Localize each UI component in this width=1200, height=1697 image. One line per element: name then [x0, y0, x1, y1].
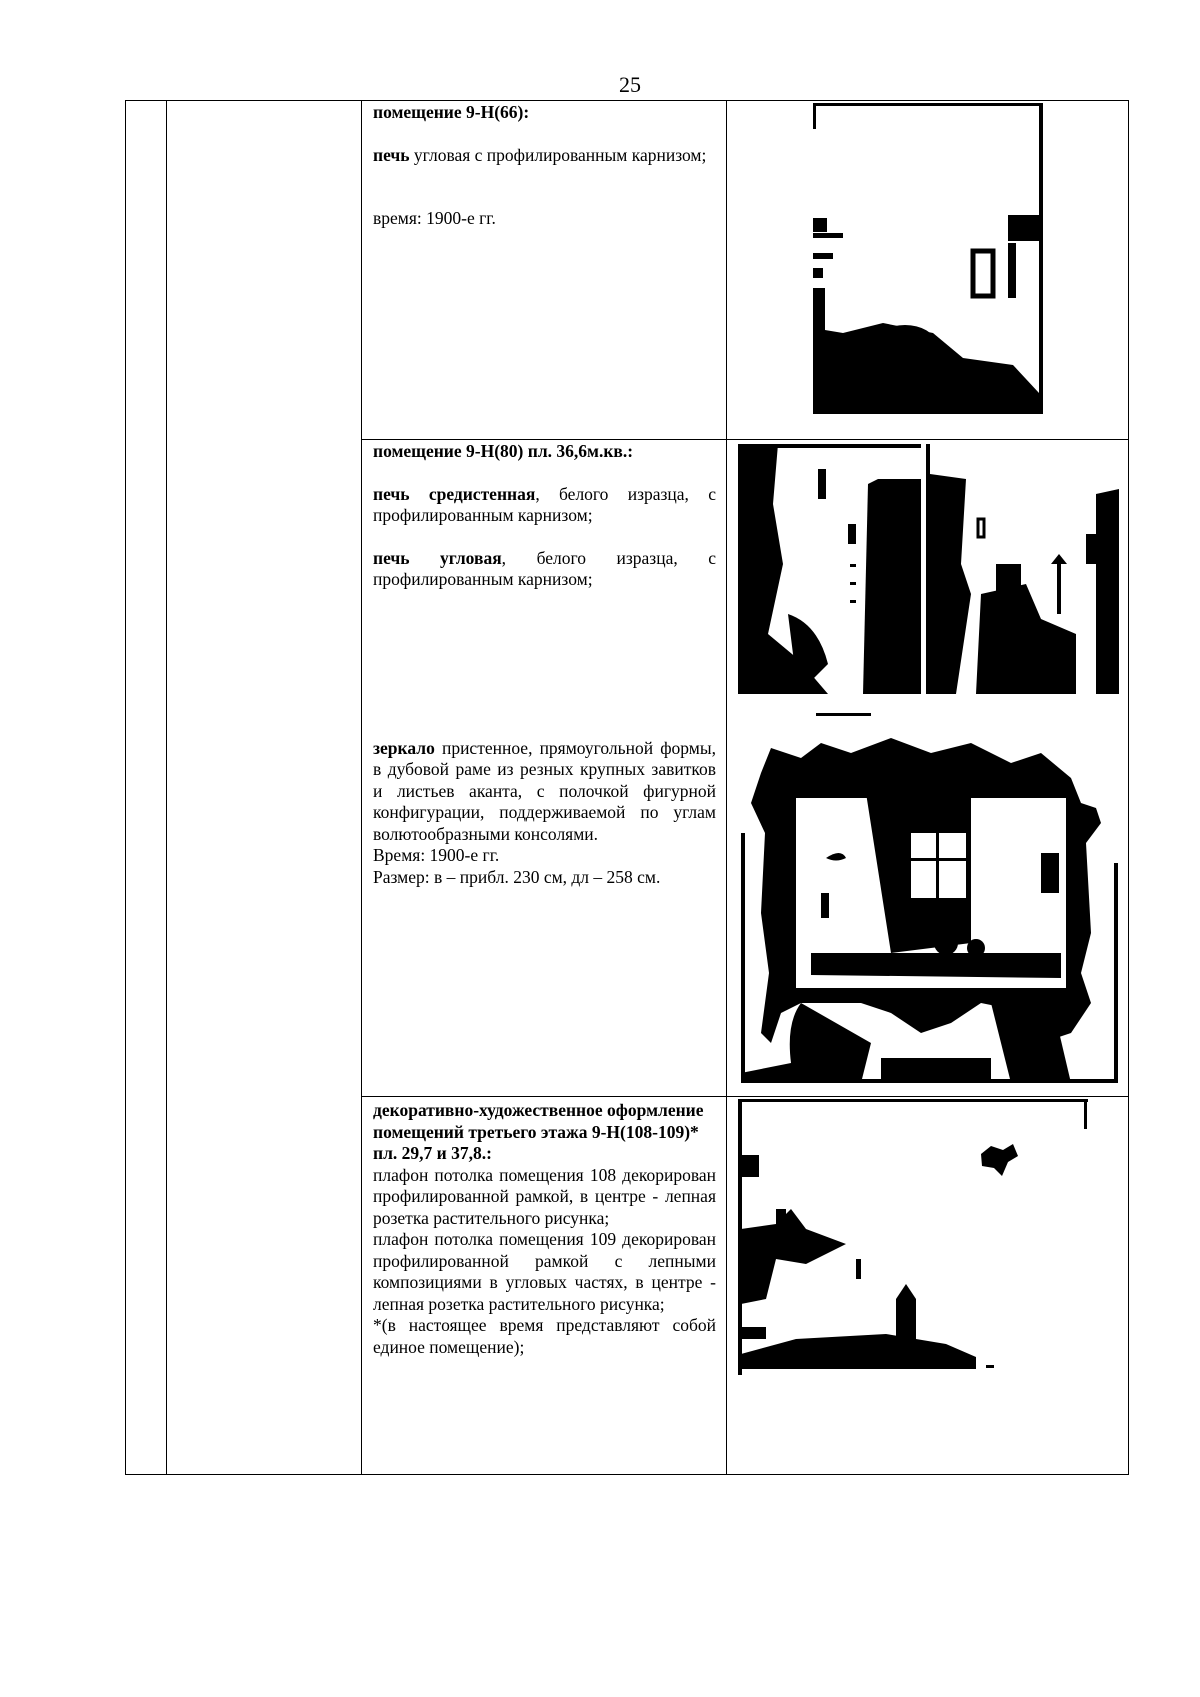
note-text: *(в настоящее время представляют собой единое помещение); — [373, 1315, 716, 1357]
column-divider — [166, 101, 167, 1474]
row-divider — [361, 439, 1129, 440]
item-paragraph — [373, 145, 716, 167]
column-divider — [726, 101, 727, 1474]
time-text: время: 1900-е гг. — [373, 208, 496, 228]
photo-corner-stove — [813, 103, 1043, 414]
page-number: 25 — [619, 72, 641, 97]
item-description: , белого изразца, с профилированным карнизом; — [373, 547, 716, 589]
plafon-109-text: плафон потолка помещения 109 декорирован профилированной рамкой с лепными композициями в угловых частях, в центре - лепная розетка растительного рисунка; — [373, 1229, 716, 1314]
row-3-description — [373, 1100, 716, 1358]
item-name: зеркало — [373, 737, 435, 758]
photo-middle-stove — [738, 444, 921, 694]
photo-oak-mirror — [741, 713, 1118, 1083]
room-title: помещение 9-Н(66): — [373, 102, 530, 122]
size-text: Размер: в – прибл. 230 см, дл – 258 см. — [373, 866, 661, 887]
row-divider — [361, 1096, 1129, 1097]
item-name: печь угловая — [373, 547, 502, 568]
room-title: помещение 9-Н(80) пл. 36,6м.кв.: — [373, 441, 634, 461]
row-2-description — [373, 441, 716, 888]
photo-corner-stove-white — [926, 444, 1119, 694]
item-paragraph — [373, 484, 716, 527]
item-description: угловая с профилированным карнизом; — [409, 144, 707, 165]
room-title: декоративно-художественное оформление помещений третьего этажа 9-Н(108-109)* пл. 29,7 и 37,8.: — [373, 1100, 704, 1163]
row-1-description — [373, 102, 716, 230]
time-text: Время: 1900-е гг. — [373, 845, 500, 865]
photo-ceiling-plafond — [736, 1099, 1119, 1375]
heritage-table — [125, 100, 1129, 1475]
item-description: пристенное, прямоугольной формы, в дубовой раме из резных крупных завитков и листьев аканта, с полочкой фигурной конфигурации, поддерживаемой по углам волютообразными консолями. — [373, 737, 716, 844]
item-name: печь средистенная — [373, 483, 536, 504]
item-paragraph — [373, 548, 716, 591]
item-name: печь — [373, 144, 410, 165]
plafon-108-text: плафон потолка помещения 108 декорирован профилированной рамкой, в центре - лепная розетка растительного рисунка; — [373, 1164, 716, 1228]
column-divider — [361, 101, 362, 1474]
item-paragraph — [373, 738, 716, 846]
item-description: , белого изразца, с профилированным карнизом; — [373, 483, 716, 525]
